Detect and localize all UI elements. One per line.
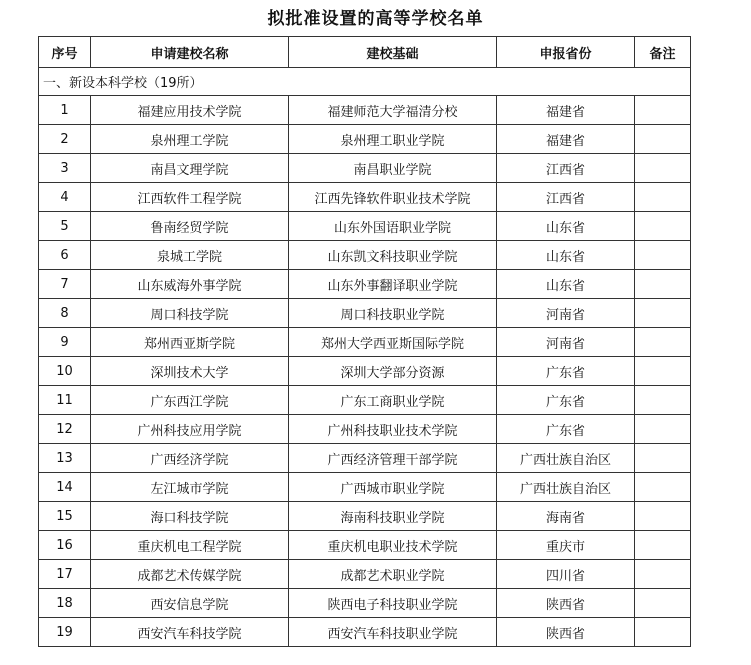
cell-note [635, 473, 691, 502]
cell-name: 广东西江学院 [91, 386, 289, 415]
cell-province: 海南省 [497, 502, 635, 531]
cell-no: 18 [39, 589, 91, 618]
cell-note [635, 560, 691, 589]
table-row [39, 386, 691, 415]
cell-province: 山东省 [497, 270, 635, 299]
cell-note [635, 618, 691, 647]
cell-province: 山东省 [497, 241, 635, 270]
table-row [39, 531, 691, 560]
cell-province: 广东省 [497, 386, 635, 415]
cell-base: 南昌职业学院 [289, 154, 497, 183]
table-row [39, 618, 691, 647]
cell-no: 7 [39, 270, 91, 299]
cell-no: 6 [39, 241, 91, 270]
header-name: 申请建校名称 [91, 37, 289, 68]
table-row [39, 125, 691, 154]
cell-base: 深圳大学部分资源 [289, 357, 497, 386]
table-row [39, 473, 691, 502]
cell-no: 17 [39, 560, 91, 589]
cell-note [635, 125, 691, 154]
table-row [39, 444, 691, 473]
cell-name: 山东威海外事学院 [91, 270, 289, 299]
cell-note [635, 386, 691, 415]
cell-note [635, 183, 691, 212]
cell-note [635, 154, 691, 183]
cell-province: 广西壮族自治区 [497, 473, 635, 502]
cell-province: 重庆市 [497, 531, 635, 560]
cell-province: 江西省 [497, 154, 635, 183]
cell-name: 成都艺术传媒学院 [91, 560, 289, 589]
cell-note [635, 589, 691, 618]
cell-name: 鲁南经贸学院 [91, 212, 289, 241]
cell-no: 12 [39, 415, 91, 444]
cell-province: 山东省 [497, 212, 635, 241]
cell-no: 8 [39, 299, 91, 328]
cell-no: 14 [39, 473, 91, 502]
cell-base: 周口科技职业学院 [289, 299, 497, 328]
cell-province: 福建省 [497, 96, 635, 125]
table-row [39, 96, 691, 125]
cell-note [635, 415, 691, 444]
cell-no: 11 [39, 386, 91, 415]
cell-name: 江西软件工程学院 [91, 183, 289, 212]
cell-note [635, 357, 691, 386]
cell-name: 深圳技术大学 [91, 357, 289, 386]
cell-no: 19 [39, 618, 91, 647]
cell-note [635, 212, 691, 241]
cell-name: 福建应用技术学院 [91, 96, 289, 125]
section-row [39, 68, 691, 96]
cell-province: 四川省 [497, 560, 635, 589]
header-note: 备注 [635, 37, 691, 68]
table-body [39, 68, 691, 647]
cell-name: 西安汽车科技学院 [91, 618, 289, 647]
cell-note [635, 502, 691, 531]
cell-base: 广西城市职业学院 [289, 473, 497, 502]
table-row [39, 415, 691, 444]
cell-name: 泉州理工学院 [91, 125, 289, 154]
cell-base: 广东工商职业学院 [289, 386, 497, 415]
cell-base: 广州科技职业技术学院 [289, 415, 497, 444]
cell-province: 陕西省 [497, 589, 635, 618]
cell-no: 13 [39, 444, 91, 473]
cell-base: 重庆机电职业技术学院 [289, 531, 497, 560]
cell-base: 广西经济管理干部学院 [289, 444, 497, 473]
cell-name: 左江城市学院 [91, 473, 289, 502]
cell-province: 福建省 [497, 125, 635, 154]
cell-base: 成都艺术职业学院 [289, 560, 497, 589]
table-row [39, 560, 691, 589]
cell-province: 陕西省 [497, 618, 635, 647]
cell-no: 1 [39, 96, 91, 125]
cell-base: 江西先锋软件职业技术学院 [289, 183, 497, 212]
header-province: 申报省份 [497, 37, 635, 68]
cell-base: 山东外事翻译职业学院 [289, 270, 497, 299]
cell-note [635, 270, 691, 299]
cell-no: 2 [39, 125, 91, 154]
cell-note [635, 241, 691, 270]
cell-base: 福建师范大学福清分校 [289, 96, 497, 125]
table-row [39, 589, 691, 618]
section-label: 一、新设本科学校（19所） [39, 68, 691, 96]
cell-note [635, 531, 691, 560]
cell-base: 山东外国语职业学院 [289, 212, 497, 241]
table-row [39, 241, 691, 270]
cell-province: 广东省 [497, 357, 635, 386]
table-row [39, 183, 691, 212]
cell-note [635, 299, 691, 328]
school-list-table [38, 36, 691, 647]
cell-no: 4 [39, 183, 91, 212]
table-row [39, 357, 691, 386]
cell-no: 9 [39, 328, 91, 357]
cell-note [635, 96, 691, 125]
cell-name: 西安信息学院 [91, 589, 289, 618]
cell-name: 海口科技学院 [91, 502, 289, 531]
cell-no: 3 [39, 154, 91, 183]
cell-province: 广西壮族自治区 [497, 444, 635, 473]
cell-no: 15 [39, 502, 91, 531]
cell-province: 江西省 [497, 183, 635, 212]
table-row [39, 212, 691, 241]
table-row [39, 154, 691, 183]
cell-base: 山东凯文科技职业学院 [289, 241, 497, 270]
cell-no: 10 [39, 357, 91, 386]
cell-base: 郑州大学西亚斯国际学院 [289, 328, 497, 357]
cell-name: 广西经济学院 [91, 444, 289, 473]
cell-note [635, 444, 691, 473]
cell-base: 海南科技职业学院 [289, 502, 497, 531]
cell-province: 广东省 [497, 415, 635, 444]
cell-name: 重庆机电工程学院 [91, 531, 289, 560]
cell-base: 泉州理工职业学院 [289, 125, 497, 154]
header-row [39, 37, 691, 68]
table-row [39, 502, 691, 531]
cell-base: 陕西电子科技职业学院 [289, 589, 497, 618]
page-title: 拟批准设置的高等学校名单 [267, 9, 484, 29]
table-row [39, 270, 691, 299]
header-no: 序号 [39, 37, 91, 68]
table-row [39, 299, 691, 328]
cell-base: 西安汽车科技职业学院 [289, 618, 497, 647]
header-base: 建校基础 [289, 37, 497, 68]
cell-no: 16 [39, 531, 91, 560]
cell-province: 河南省 [497, 299, 635, 328]
cell-name: 周口科技学院 [91, 299, 289, 328]
table-row [39, 328, 691, 357]
cell-name: 泉城工学院 [91, 241, 289, 270]
cell-name: 南昌文理学院 [91, 154, 289, 183]
cell-no: 5 [39, 212, 91, 241]
cell-province: 河南省 [497, 328, 635, 357]
cell-note [635, 328, 691, 357]
cell-name: 广州科技应用学院 [91, 415, 289, 444]
cell-name: 郑州西亚斯学院 [91, 328, 289, 357]
